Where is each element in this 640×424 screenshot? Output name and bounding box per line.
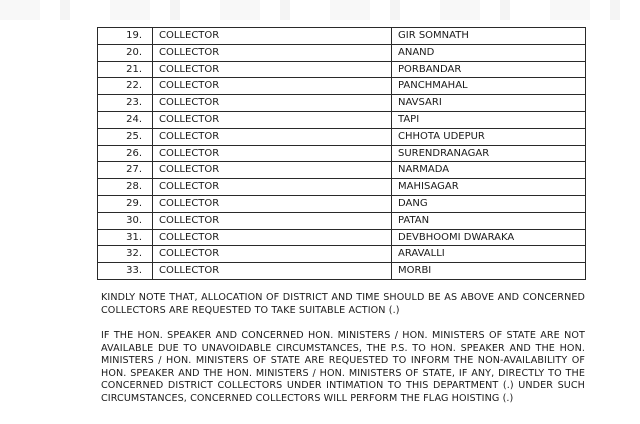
allocation-table [97, 27, 586, 280]
district-cell: ARAVALLI [392, 246, 586, 263]
table-row [98, 128, 586, 145]
serial-number-cell: 23. [98, 95, 153, 112]
officer-cell: COLLECTOR [153, 179, 392, 196]
officer-cell: COLLECTOR [153, 128, 392, 145]
serial-number-cell: 24. [98, 111, 153, 128]
serial-number-cell: 29. [98, 195, 153, 212]
officer-cell: COLLECTOR [153, 95, 392, 112]
officer-cell: COLLECTOR [153, 44, 392, 61]
district-cell: GIR SOMNATH [392, 28, 586, 45]
district-cell: PANCHMAHAL [392, 78, 586, 95]
serial-number-cell: 30. [98, 212, 153, 229]
table-row [98, 212, 586, 229]
serial-number-cell: 21. [98, 61, 153, 78]
table-row [98, 111, 586, 128]
table-row [98, 61, 586, 78]
serial-number-cell: 25. [98, 128, 153, 145]
officer-cell: COLLECTOR [153, 263, 392, 280]
officer-cell: COLLECTOR [153, 212, 392, 229]
serial-number-cell: 22. [98, 78, 153, 95]
serial-number-cell: 26. [98, 145, 153, 162]
district-cell: PATAN [392, 212, 586, 229]
note-paragraph-non-availability: IF THE HON. SPEAKER AND CONCERNED HON. MINISTERS / HON. MINISTERS OF STATE ARE NOT AVAILABLE DUE TO UNAVOIDABLE CIRCUMSTANCES, THE P.S. TO HON. SPEAKER AND THE HON. MINISTERS / HON. MINISTERS OF STATE ARE REQUESTED TO INFORM THE NON-AVAILABILITY OF HON. SPEAKER AND THE HON. MINISTERS / HON. MINISTERS OF STATE, IF ANY, DIRECTLY TO THE CONCERNED DISTRICT COLLECTORS UNDER INTIMATION TO THIS DEPARTMENT (.) UNDER SUCH CIRCUMSTANCES, CONCERNED COLLECTORS WILL PERFORM THE FLAG HOISTING (.) [101, 330, 585, 404]
table-row [98, 162, 586, 179]
serial-number-cell: 32. [98, 246, 153, 263]
serial-number-cell: 20. [98, 44, 153, 61]
table-row [98, 28, 586, 45]
district-cell: DEVBHOOMI DWARAKA [392, 229, 586, 246]
officer-cell: COLLECTOR [153, 61, 392, 78]
table-row [98, 78, 586, 95]
officer-cell: COLLECTOR [153, 229, 392, 246]
officer-cell: COLLECTOR [153, 162, 392, 179]
table-row [98, 179, 586, 196]
district-cell: NAVSARI [392, 95, 586, 112]
note-paragraph-allocation: KINDLY NOTE THAT, ALLOCATION OF DISTRICT AND TIME SHOULD BE AS ABOVE AND CONCERNED COLLECTORS ARE REQUESTED TO TAKE SUITABLE ACTION (.) [101, 292, 585, 316]
officer-cell: COLLECTOR [153, 111, 392, 128]
table-row [98, 195, 586, 212]
allocation-table-body [98, 28, 586, 280]
district-cell: MORBI [392, 263, 586, 280]
table-row [98, 95, 586, 112]
district-cell: ANAND [392, 44, 586, 61]
district-cell: SURENDRANAGAR [392, 145, 586, 162]
district-cell: NARMADA [392, 162, 586, 179]
serial-number-cell: 33. [98, 263, 153, 280]
scan-header-remnant [0, 0, 640, 20]
officer-cell: COLLECTOR [153, 28, 392, 45]
officer-cell: COLLECTOR [153, 195, 392, 212]
table-row [98, 44, 586, 61]
officer-cell: COLLECTOR [153, 78, 392, 95]
table-row [98, 229, 586, 246]
district-cell: MAHISAGAR [392, 179, 586, 196]
serial-number-cell: 28. [98, 179, 153, 196]
serial-number-cell: 31. [98, 229, 153, 246]
officer-cell: COLLECTOR [153, 145, 392, 162]
district-cell: PORBANDAR [392, 61, 586, 78]
serial-number-cell: 27. [98, 162, 153, 179]
serial-number-cell: 19. [98, 28, 153, 45]
district-cell: DANG [392, 195, 586, 212]
table-row [98, 246, 586, 263]
district-cell: CHHOTA UDEPUR [392, 128, 586, 145]
district-cell: TAPI [392, 111, 586, 128]
table-row [98, 263, 586, 280]
table-row [98, 145, 586, 162]
officer-cell: COLLECTOR [153, 246, 392, 263]
